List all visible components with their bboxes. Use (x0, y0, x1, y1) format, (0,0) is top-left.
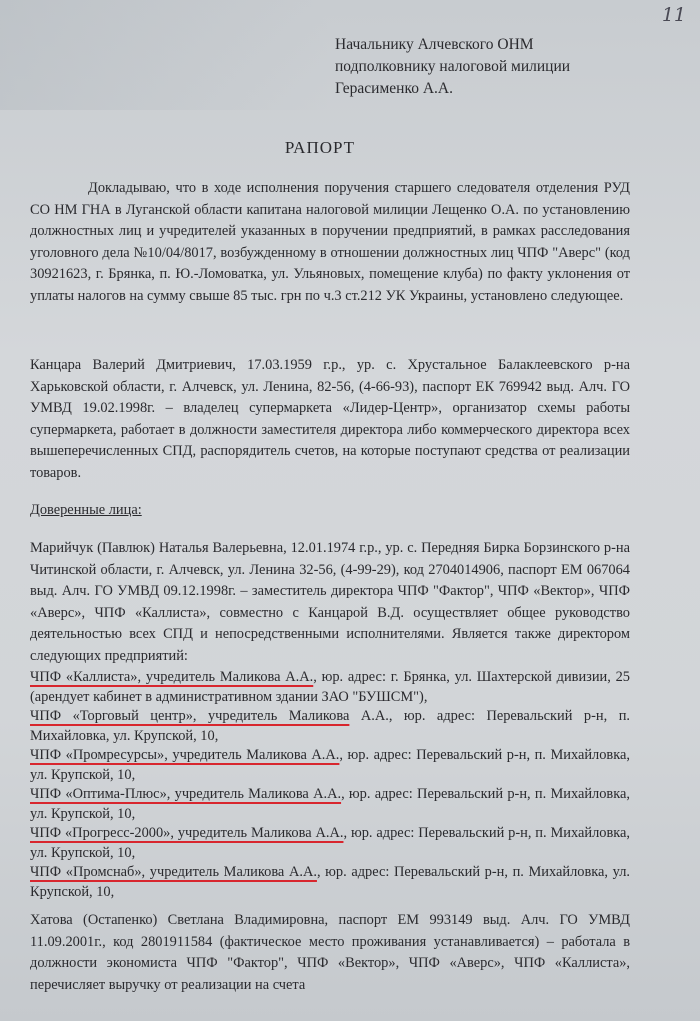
enterprise-address: , юр. адрес: Перевальский р-н, п. Михайловка, ул. Крупской, 10, (30, 786, 630, 822)
page-number: 11 (661, 4, 686, 26)
enterprise-name: ЧПФ «Промснаб», учредитель Маликова А.А. (30, 864, 317, 880)
intro-paragraph: Докладываю, что в ходе исполнения поручения старшего следователя отделения РУД СО НМ ГНА в Луганской области капитана налоговой милиции Лещенко О.А. по установлению должностных лиц и учредителей указанных в поручении предприятий, в рамках расследования уголовного дела №10/04/8017, возбужденному в отношении должностных лиц ЧПФ "Аверс" (код 30921623, г. Брянка, п. Ю.-Ломоватка, ул. Ульяновых, помещение клуба) по факту уклонения от уплаты налогов на сумму свыше 85 тыс. грн по ч.3 ст.212 УК Украины, установлено следующее. (30, 180, 630, 304)
enterprise-name: ЧПФ «Оптима-Плюс», учредитель Маликова А.А. (30, 786, 342, 802)
list-item (30, 785, 630, 824)
enterprise-list (30, 668, 630, 902)
trusted-persons-heading: Доверенные лица: (30, 502, 142, 518)
addressee-block (335, 34, 570, 100)
addressee-line: Начальнику Алчевского ОНМ (335, 36, 534, 53)
enterprise-name: ЧПФ «Прогресс-2000», учредитель Маликова А.А. (30, 825, 344, 841)
list-item (30, 707, 630, 746)
enterprise-name: ЧПФ «Промресурсы», учредитель Маликова А.А. (30, 747, 340, 763)
enterprise-name: ЧПФ «Каллиста», учредитель Маликова А.А. (30, 669, 314, 685)
enterprise-address: , юр. адрес: Перевальский р-н, п. Михайловка, ул. Крупской, 10, (30, 747, 630, 783)
document-title: РАПОРТ (284, 138, 356, 157)
enterprise-address: , юр. адрес: г. Брянка, ул. Шахтерской дивизии, 25 (арендует кабинет в административном здании ЗАО "БУШСМ"), (30, 669, 630, 705)
enterprise-address: , юр. адрес: Перевальский р-н, п. Михайловка, ул. Крупской, 10, (30, 825, 630, 861)
enterprise-address: , юр. адрес: Перевальский р-н, п. Михайловка, ул. Крупской, 10, (30, 864, 630, 900)
list-item (30, 863, 630, 902)
enterprise-name: ЧПФ «Торговый центр», учредитель Маликова (30, 708, 350, 724)
bleed-through-shadow (0, 0, 330, 110)
khatova-paragraph: Хатова (Остапенко) Светлана Владимировна, паспорт ЕМ 993149 выд. Алч. ГО УМВД 11.09.2001г., код 2801911584 (фактическое место проживания устанавливается) – работала в должности экономиста ЧПФ "Фактор", ЧПФ «Вектор», ЧПФ «Аверс», ЧПФ «Каллиста», перечисляет выручку от реализации на счета (30, 912, 630, 993)
kantsara-paragraph: Канцара Валерий Дмитриевич, 17.03.1959 г.р., ур. с. Хрустальное Балаклеевского р-на Харьковской области, г. Алчевск, ул. Ленина, 82-56, (4-66-93), паспорт ЕК 769942 выд. Алч. ГО УМВД 19.02.1998г. – владелец супермаркета «Лидер-Центр», организатор схемы работы супермаркета, работает в должности заместителя директора либо коммерческого директора всех вышеперечисленных СПД, распорядитель счетов, на которые поступают средства от реализации товаров. (30, 357, 630, 481)
marichuk-paragraph: Марийчук (Павлюк) Наталья Валерьевна, 12.01.1974 г.р., ур. с. Передняя Бирка Борзинского р-на Читинской области, г. Алчевск, ул. Ленина 32-56, (4-99-29), код 2704014906, паспорт ЕМ 067064 выд. Алч. ГО УМВД 09.12.1998г. – заместитель директора ЧПФ "Фактор", ЧПФ «Вектор», ЧПФ «Аверс», ЧПФ «Каллиста», совместно с Канцарой В.Д. осуществляет общее руководство деятельностью всех СПД и непосредственными исполнителями. Является также директором следующих предприятий: (30, 540, 630, 664)
addressee-line: подполковнику налоговой милиции (335, 58, 571, 75)
list-item (30, 746, 630, 785)
enterprise-address: А.А., юр. адрес: Перевальский р-н, п. Михайловка, ул. Крупской, 10, (30, 708, 630, 744)
list-item (30, 824, 630, 863)
addressee-line: Герасименко А.А. (335, 80, 453, 97)
list-item (30, 668, 630, 707)
